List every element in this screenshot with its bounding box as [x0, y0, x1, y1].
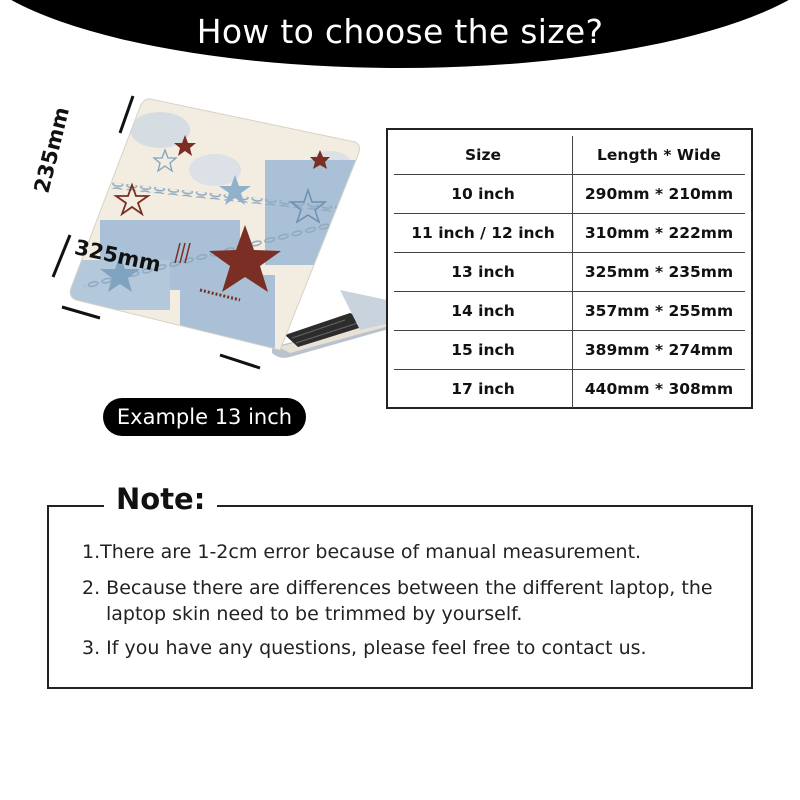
note-title: Note:	[104, 482, 217, 516]
table-row	[394, 253, 745, 292]
size-cell: 15 inch	[394, 331, 573, 370]
note-item-1	[82, 539, 732, 565]
table-row	[394, 175, 745, 214]
dimension-cell: 389mm * 274mm	[573, 331, 746, 370]
size-cell: 14 inch	[394, 292, 573, 331]
dimension-cell: 290mm * 210mm	[573, 175, 746, 214]
height-dimension-label: 235mm	[29, 104, 75, 196]
note-item-3	[82, 635, 732, 661]
size-cell: 10 inch	[394, 175, 573, 214]
example-badge: Example 13 inch	[103, 398, 306, 436]
size-cell: 17 inch	[394, 370, 573, 409]
table-row	[394, 214, 745, 253]
size-cell: 11 inch / 12 inch	[394, 214, 573, 253]
dimension-cell: 357mm * 255mm	[573, 292, 746, 331]
dimension-cell: 310mm * 222mm	[573, 214, 746, 253]
table-row	[394, 370, 745, 409]
note-item-text: 3. If you have any questions, please feel free to contact us.	[82, 637, 647, 659]
column-header-size: Size	[394, 136, 573, 175]
table-row	[394, 292, 745, 331]
note-item-text: 2. Because there are differences between the different laptop, the	[82, 577, 713, 599]
dimension-cell: 440mm * 308mm	[584, 380, 734, 398]
width-dimension-label: 325mm	[72, 235, 164, 277]
table-header-row	[394, 136, 745, 175]
table-row	[394, 331, 745, 370]
note-item-2	[82, 575, 732, 627]
dimension-cell: 325mm * 235mm	[573, 253, 746, 292]
size-cell: 13 inch	[394, 253, 573, 292]
page-title: How to choose the size?	[196, 12, 604, 51]
size-table-frame	[386, 128, 753, 409]
note-item-continuation: laptop skin need to be trimmed by yourself.	[106, 603, 523, 625]
column-header-dimensions: Length * Wide	[573, 136, 746, 175]
note-item-text: 1.There are 1-2cm error because of manual measurement.	[82, 541, 642, 563]
size-table	[394, 136, 745, 408]
